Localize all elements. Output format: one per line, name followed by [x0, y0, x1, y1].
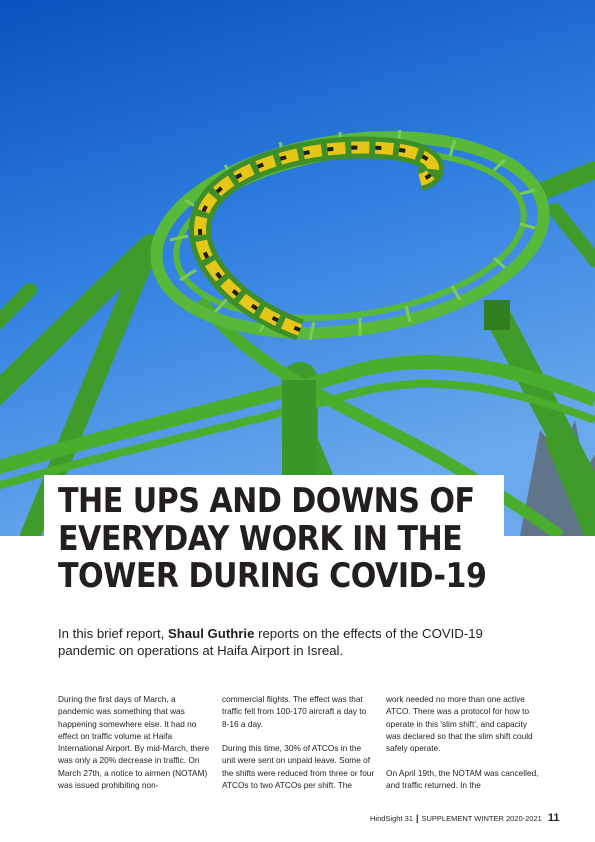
title-line-3: TOWER DURING COVID-19 [58, 556, 487, 595]
intro-after: reports on the effects of the COVID-19 pandemic on operations at Haifa Airport in Isreal. [58, 626, 483, 658]
article-title [58, 481, 487, 595]
author-name: Shaul Guthrie [167, 626, 255, 641]
body-column-1 [58, 693, 211, 804]
paragraph: During this time, 30% of ATCOs in the unit were sent on unpaid leave. Some of the shifts were reduced from three or four ATCOs to two ATCOs per shift. The [222, 743, 375, 791]
title-line-2: EVERYDAY WORK IN THE [58, 518, 463, 558]
body-column-3 [386, 693, 539, 804]
supplement-label: SUPPLEMENT WINTER 2020-2021 [421, 814, 542, 823]
page-footer [370, 811, 560, 825]
paragraph: During the first days of March, a pandemic was something that was happening somewhere else. It had no effect on traffic volume at Haifa International Airport. By mid-March, there was only a 20% decrease in traffic. On March 27th, a notice to airmen (NOTAM) was issued prohibiting non- [58, 694, 210, 791]
intro-before: In this brief report, [58, 626, 168, 641]
publication-name: HindSight 31 [370, 814, 413, 823]
paragraph: work needed no more than one active ATCO. There was a protocol for how to operate in this 'slim shift', and capacity was declared so that the slim shift could safely operate. [386, 694, 533, 754]
body-column-2 [222, 693, 375, 804]
footer-separator: | [415, 813, 419, 823]
page-number: 11 [547, 812, 560, 824]
paragraph: commercial flights. The effect was that traffic fell from 100-170 aircraft a day to 8-16 a day. [222, 694, 367, 729]
paragraph: On April 19th, the NOTAM was cancelled, and traffic returned. In the [386, 767, 539, 791]
title-line-1: THE UPS AND DOWNS OF [58, 481, 475, 520]
article-intro [58, 625, 538, 659]
